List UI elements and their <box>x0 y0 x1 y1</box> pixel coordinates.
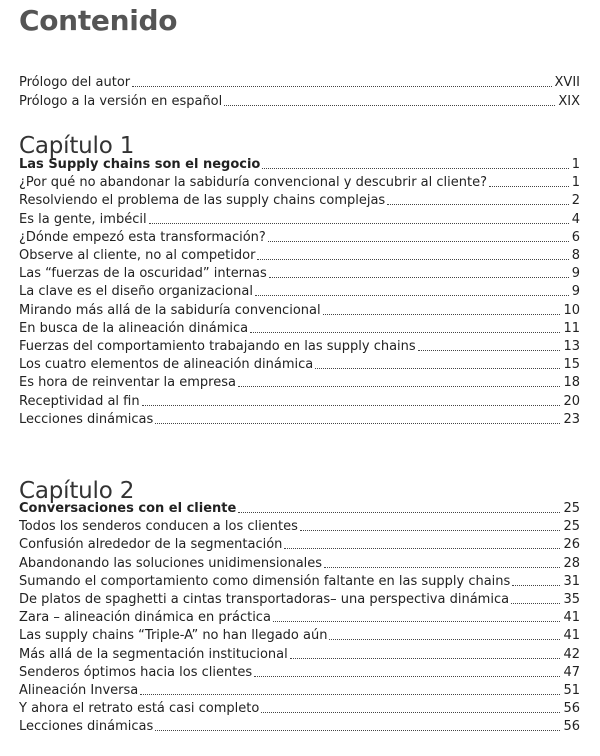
toc-entry[interactable] <box>19 392 580 410</box>
toc-entry-label: De platos de spaghetti a cintas transportadoras– una perspectiva dinámica <box>19 592 510 607</box>
toc-entry-page-number: 11 <box>563 321 580 336</box>
toc-entry-page-number: 20 <box>563 394 580 409</box>
toc-entry[interactable] <box>19 319 580 337</box>
toc-entry-page-number: 31 <box>563 574 580 589</box>
dot-leader <box>255 295 569 296</box>
toc-entry-page-number: 9 <box>571 266 580 281</box>
toc-entry-page-number: XIX <box>558 94 580 109</box>
toc-entry[interactable] <box>19 191 580 209</box>
toc-entry[interactable] <box>19 499 580 517</box>
toc-entry-label: Más allá de la segmentación institucional <box>19 647 288 662</box>
toc-entry-label: Y ahora el retrato está casi completo <box>19 701 260 716</box>
toc-entry-label: La clave es el diseño organizacional <box>19 284 253 299</box>
toc-entry-label: Abandonando las soluciones unidimensionales <box>19 556 323 571</box>
dot-leader <box>284 548 560 549</box>
toc-entry-label: ¿Por qué no abandonar la sabiduría convencional y descubrir al cliente? <box>19 175 487 190</box>
toc-entry[interactable] <box>19 663 580 681</box>
page-title: Contenido <box>19 4 178 37</box>
dot-leader <box>512 585 560 586</box>
toc-entry-page-number: 26 <box>563 537 580 552</box>
dot-leader <box>132 86 551 87</box>
dot-leader <box>269 277 569 278</box>
toc-entry-label: Confusión alrededor de la segmentación <box>19 537 283 552</box>
toc-entry[interactable] <box>19 282 580 300</box>
toc-entry[interactable] <box>19 554 580 572</box>
dot-leader <box>323 314 561 315</box>
toc-entry-label: Conversaciones con el cliente <box>19 501 237 516</box>
toc-entry-label: Las Supply chains son el negocio <box>19 157 261 172</box>
toc-entry-label: Observe al cliente, no al competidor <box>19 248 256 263</box>
dot-leader <box>149 223 569 224</box>
toc-entry-page-number: 9 <box>571 284 580 299</box>
toc-entry-page-number: 41 <box>563 628 580 643</box>
dot-leader <box>250 332 560 333</box>
toc-entry-page-number: 35 <box>563 592 580 607</box>
toc-entry[interactable] <box>19 681 580 699</box>
chapter-heading: Capítulo 1 <box>19 133 135 159</box>
toc-entry-label: Receptividad al fin <box>19 394 140 409</box>
toc-entry[interactable] <box>19 535 580 553</box>
toc-entry-label: Es la gente, imbécil <box>19 212 147 227</box>
toc-entry-label: Lecciones dinámicas <box>19 719 154 734</box>
toc-entry-label: Lecciones dinámicas <box>19 412 154 427</box>
toc-entry-page-number: 2 <box>571 193 580 208</box>
toc-entry-label: Mirando más allá de la sabiduría convencional <box>19 303 321 318</box>
toc-entry[interactable] <box>19 717 580 735</box>
toc-entry-page-number: 56 <box>563 701 580 716</box>
toc-entry[interactable] <box>19 92 580 110</box>
toc-entry[interactable] <box>19 155 580 173</box>
chapter-heading: Capítulo 2 <box>19 478 135 504</box>
toc-entry-page-number: 25 <box>563 501 580 516</box>
toc-entry-label: Prólogo a la versión en español <box>19 94 223 109</box>
toc-entry-page-number: 1 <box>571 175 580 190</box>
dot-leader <box>238 512 560 513</box>
toc-entry-label: Las supply chains “Triple-A” no han llegado aún <box>19 628 328 643</box>
toc-entry[interactable] <box>19 572 580 590</box>
toc-entry[interactable] <box>19 699 580 717</box>
dot-leader <box>155 730 560 731</box>
toc-entry-label: Prólogo del autor <box>19 75 131 90</box>
dot-leader <box>238 386 561 387</box>
dot-leader <box>511 603 560 604</box>
dot-leader <box>489 186 569 187</box>
dot-leader <box>262 168 568 169</box>
toc-entry[interactable] <box>19 373 580 391</box>
toc-entry[interactable] <box>19 626 580 644</box>
toc-entry[interactable] <box>19 264 580 282</box>
dot-leader <box>324 567 560 568</box>
toc-entry-page-number: 15 <box>563 357 580 372</box>
toc-entry[interactable] <box>19 355 580 373</box>
toc-entry[interactable] <box>19 410 580 428</box>
dot-leader <box>254 676 560 677</box>
dot-leader <box>268 241 569 242</box>
toc-entry-label: Fuerzas del comportamiento trabajando en las supply chains <box>19 339 416 354</box>
toc-entry-page-number: 47 <box>563 665 580 680</box>
toc-entry[interactable] <box>19 517 580 535</box>
dot-leader <box>300 530 561 531</box>
toc-entry[interactable] <box>19 210 580 228</box>
dot-leader <box>155 423 560 424</box>
toc-entry[interactable] <box>19 246 580 264</box>
toc-entry-label: Resolviendo el problema de las supply chains complejas <box>19 193 386 208</box>
toc-entry-page-number: 13 <box>563 339 580 354</box>
toc-entry-label: Las “fuerzas de la oscuridad” internas <box>19 266 267 281</box>
toc-entry-page-number: XVII <box>554 75 580 90</box>
toc-entry[interactable] <box>19 301 580 319</box>
toc-entry-page-number: 4 <box>571 212 580 227</box>
toc-entry-page-number: 56 <box>563 719 580 734</box>
toc-entry-page-number: 25 <box>563 519 580 534</box>
dot-leader <box>418 350 561 351</box>
toc-entry-page-number: 23 <box>563 412 580 427</box>
toc-entry-page-number: 51 <box>563 683 580 698</box>
toc-entry-label: ¿Dónde empezó esta transformación? <box>19 230 266 245</box>
dot-leader <box>140 694 560 695</box>
toc-entry-page-number: 42 <box>563 647 580 662</box>
toc-entry[interactable] <box>19 337 580 355</box>
dot-leader <box>290 658 561 659</box>
dot-leader <box>329 639 560 640</box>
toc-entry-page-number: 1 <box>571 157 580 172</box>
toc-entry[interactable] <box>19 608 580 626</box>
dot-leader <box>257 259 568 260</box>
toc-entry[interactable] <box>19 590 580 608</box>
toc-entry-label: Los cuatro elementos de alineación dinámica <box>19 357 314 372</box>
toc-entry-label: Zara – alineación dinámica en práctica <box>19 610 271 625</box>
toc-entry[interactable] <box>19 173 580 191</box>
toc-entry-page-number: 28 <box>563 556 580 571</box>
toc-entry[interactable] <box>19 645 580 663</box>
dot-leader <box>273 621 561 622</box>
toc-entry[interactable] <box>19 73 580 91</box>
dot-leader <box>142 405 561 406</box>
dot-leader <box>315 368 560 369</box>
dot-leader <box>387 204 569 205</box>
toc-entry-label: Alineación Inversa <box>19 683 139 698</box>
toc-entry-label: Todos los senderos conducen a los clientes <box>19 519 298 534</box>
toc-entry-page-number: 8 <box>571 248 580 263</box>
toc-entry-label: Sumando el comportamiento como dimensión faltante en las supply chains <box>19 574 511 589</box>
dot-leader <box>224 105 555 106</box>
toc-entry-label: En busca de la alineación dinámica <box>19 321 249 336</box>
toc-entry-label: Es hora de reinventar la empresa <box>19 375 236 390</box>
toc-entry-page-number: 41 <box>563 610 580 625</box>
toc-entry-page-number: 6 <box>571 230 580 245</box>
dot-leader <box>261 712 560 713</box>
toc-entry[interactable] <box>19 228 580 246</box>
toc-entry-page-number: 18 <box>563 375 580 390</box>
toc-entry-label: Senderos óptimos hacia los clientes <box>19 665 253 680</box>
toc-entry-page-number: 10 <box>563 303 580 318</box>
